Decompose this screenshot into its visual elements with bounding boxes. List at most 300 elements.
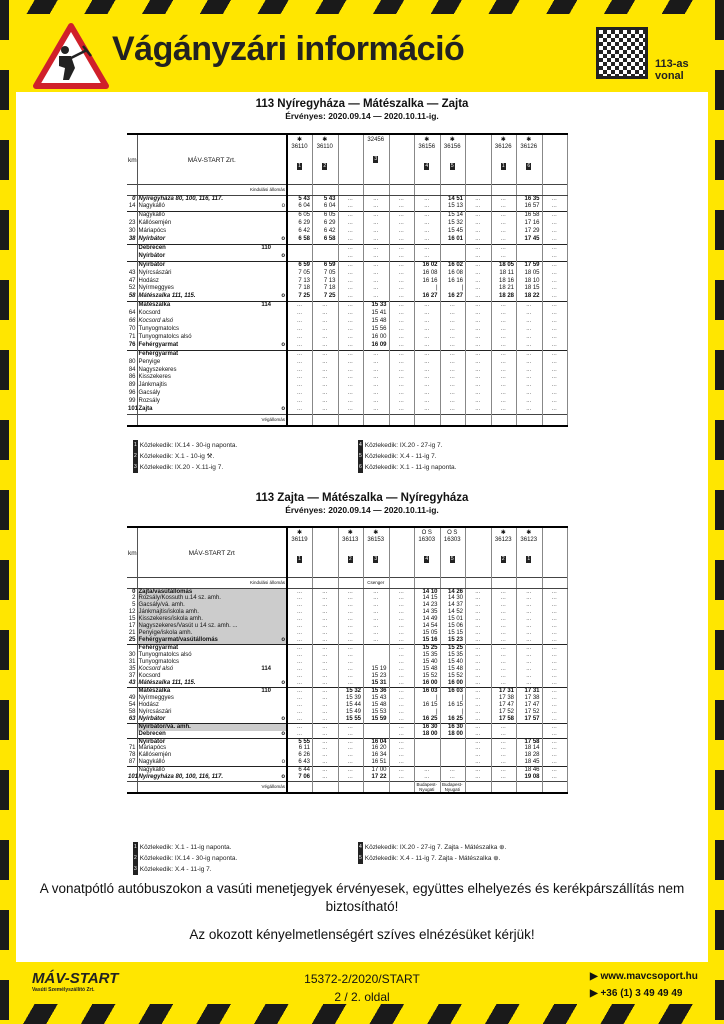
- time-cell: 15 23: [364, 673, 390, 680]
- train-number: 36119: [291, 537, 308, 543]
- station-row: [127, 745, 568, 752]
- time-cell: 15 44: [338, 702, 364, 709]
- time-cell: ...: [491, 302, 517, 310]
- time-cell: ...: [313, 310, 339, 318]
- train-symbol: ✱: [526, 137, 532, 143]
- logo-text: MÁV-START: [32, 970, 119, 987]
- time-cell: ...: [542, 666, 568, 673]
- train-column-header: [491, 527, 517, 577]
- train-column-header: [389, 134, 415, 184]
- time-cell: ...: [364, 244, 390, 252]
- time-cell: ...: [542, 367, 568, 375]
- time-cell: ...: [466, 731, 492, 738]
- phone-number[interactable]: +36 (1) 3 49 49 49: [600, 988, 683, 999]
- time-cell: 14 10: [415, 588, 441, 595]
- time-cell: ...: [389, 261, 415, 269]
- time-cell: ...: [466, 302, 492, 310]
- station-name: [137, 680, 287, 687]
- origin-cell: [287, 577, 313, 588]
- station-name-text: Nyírmeggyes: [138, 285, 174, 292]
- time-cell: ...: [364, 261, 390, 269]
- time-cell: ...: [338, 195, 364, 203]
- station-row: [127, 278, 568, 286]
- time-cell: 6 44: [287, 767, 313, 774]
- time-cell: ...: [415, 406, 441, 414]
- station-name-text: Tunyogmatolcs: [138, 659, 179, 666]
- km-cell: 15: [128, 616, 136, 623]
- time-cell: ...: [338, 666, 364, 673]
- time-cell: 5 55: [287, 738, 313, 745]
- time-cell: ...: [415, 398, 441, 406]
- time-cell: ...: [313, 687, 339, 694]
- time-cell: [440, 745, 466, 752]
- destination-cell: [364, 782, 390, 794]
- time-cell: ...: [287, 659, 313, 666]
- time-cell: 17 38: [517, 695, 543, 702]
- time-cell: 7 25: [287, 293, 313, 301]
- content-panel: [16, 92, 708, 962]
- time-cell: ...: [287, 595, 313, 602]
- end-station-row: [127, 782, 568, 794]
- station-name: [137, 310, 287, 318]
- footnote-marker: 3: [133, 864, 138, 875]
- time-cell: ...: [517, 318, 543, 326]
- stop-circle-icon: o: [281, 406, 285, 413]
- time-cell: 6 42: [287, 228, 313, 236]
- time-cell: ...: [287, 602, 313, 609]
- time-cell: 15 59: [364, 716, 390, 723]
- time-cell: ...: [313, 398, 339, 406]
- time-cell: ...: [466, 195, 492, 203]
- station-name: [137, 350, 287, 358]
- time-cell: 18 00: [440, 731, 466, 738]
- km-cell: 30: [128, 652, 136, 659]
- time-cell: 15 48: [364, 702, 390, 709]
- time-cell: ...: [466, 630, 492, 637]
- station-name-text: Rozsály: [138, 398, 160, 405]
- station-row: [127, 695, 568, 702]
- time-cell: 17 38: [491, 695, 517, 702]
- time-cell: ...: [338, 774, 364, 781]
- time-cell: 17 31: [517, 687, 543, 694]
- station-name: [137, 359, 287, 367]
- time-cell: ...: [491, 774, 517, 781]
- time-cell: 6 04: [287, 203, 313, 211]
- time-cell: ...: [364, 367, 390, 375]
- time-cell: 16 02: [440, 261, 466, 269]
- time-cell: [287, 253, 313, 261]
- station-name: [137, 390, 287, 398]
- time-cell: 6 29: [313, 220, 339, 228]
- train-column-header: [517, 134, 543, 184]
- station-name: [137, 285, 287, 293]
- time-cell: ...: [287, 645, 313, 652]
- time-cell: ...: [313, 609, 339, 616]
- time-cell: ...: [491, 767, 517, 774]
- time-cell: ...: [287, 616, 313, 623]
- time-cell: ...: [338, 261, 364, 269]
- station-row: [127, 293, 568, 301]
- footnote-marker: 4: [358, 842, 363, 853]
- train-column-header: [338, 527, 364, 577]
- time-cell: ...: [466, 588, 492, 595]
- time-cell: ...: [389, 588, 415, 595]
- station-row: [127, 342, 568, 350]
- train-number: 36123: [520, 537, 538, 543]
- arrow-icon: ▶: [590, 988, 601, 999]
- time-cell: 15 31: [364, 680, 390, 687]
- time-cell: ...: [466, 350, 492, 358]
- footnotes-2-left: [133, 842, 237, 876]
- time-cell: ...: [517, 382, 543, 390]
- time-cell: ...: [364, 588, 390, 595]
- time-cell: ...: [466, 666, 492, 673]
- footnote-marker: 4: [425, 163, 429, 169]
- time-cell: ...: [313, 659, 339, 666]
- time-cell: 18 11: [491, 270, 517, 278]
- time-cell: ...: [389, 709, 415, 716]
- time-cell: ...: [389, 659, 415, 666]
- time-cell: ...: [542, 774, 568, 781]
- time-cell: ...: [415, 220, 441, 228]
- station-row: [127, 203, 568, 211]
- time-cell: ...: [364, 293, 390, 301]
- origin-cell: [542, 577, 568, 588]
- time-cell: ...: [313, 745, 339, 752]
- station-name: [137, 774, 287, 781]
- time-cell: ...: [415, 334, 441, 342]
- footnote: [358, 853, 506, 864]
- origin-cell: [491, 577, 517, 588]
- footnote-marker: 4: [425, 556, 429, 562]
- time-cell: ...: [313, 702, 339, 709]
- time-cell: ...: [415, 203, 441, 211]
- km-cell: 37: [128, 672, 136, 679]
- time-cell: ...: [517, 390, 543, 398]
- time-cell: 15 13: [440, 203, 466, 211]
- station-row: [127, 236, 568, 244]
- time-cell: ...: [287, 695, 313, 702]
- time-cell: ...: [542, 270, 568, 278]
- station-name-text: Mátészalka: [138, 302, 171, 309]
- start-station-label: Kindulási állomás: [137, 184, 287, 195]
- time-cell: ...: [491, 659, 517, 666]
- time-cell: ...: [491, 723, 517, 730]
- km-cell: 58: [127, 293, 137, 301]
- end-station-label: Végállomás: [137, 414, 287, 426]
- time-cell: ...: [364, 374, 390, 382]
- km-cell: [127, 253, 137, 261]
- station-name-text: Penyige/iskola amh.: [138, 630, 193, 637]
- time-cell: ...: [287, 334, 313, 342]
- time-cell: 17 29: [517, 228, 543, 236]
- train-number: 36126: [520, 144, 538, 150]
- time-cell: 16 01: [440, 236, 466, 244]
- time-cell: ...: [287, 318, 313, 326]
- time-cell: ...: [287, 731, 313, 738]
- train-column-header: [364, 134, 390, 184]
- time-cell: ...: [338, 212, 364, 220]
- time-cell: ...: [517, 310, 543, 318]
- time-cell: ...: [542, 374, 568, 382]
- time-cell: ...: [389, 738, 415, 745]
- time-cell: 17 00: [364, 767, 390, 774]
- time-cell: ...: [542, 673, 568, 680]
- time-cell: ...: [338, 616, 364, 623]
- time-cell: [440, 253, 466, 261]
- time-cell: 6 26: [287, 752, 313, 759]
- origin-cell: [338, 577, 364, 588]
- station-name-text: Nyíregyháza 80, 100, 116, 117.: [138, 195, 224, 202]
- time-cell: ...: [313, 390, 339, 398]
- time-cell: ...: [287, 374, 313, 382]
- time-cell: ...: [491, 673, 517, 680]
- time-cell: ...: [466, 398, 492, 406]
- time-cell: ...: [287, 687, 313, 694]
- station-name-text: Kállósemjén: [138, 220, 172, 227]
- time-cell: 16 27: [415, 293, 441, 301]
- time-cell: [440, 759, 466, 766]
- km-cell: [127, 244, 137, 252]
- time-cell: ...: [542, 731, 568, 738]
- km-cell: 80: [128, 358, 136, 365]
- time-cell: ...: [338, 359, 364, 367]
- time-cell: ...: [440, 382, 466, 390]
- time-cell: ...: [313, 367, 339, 375]
- train-column-header: [542, 134, 568, 184]
- time-cell: ...: [491, 253, 517, 261]
- station-name-text: Nyírbátor: [138, 738, 166, 745]
- train-symbol: ✱: [500, 530, 506, 536]
- time-cell: [364, 723, 390, 730]
- station-row: [127, 709, 568, 716]
- time-cell: ...: [517, 342, 543, 350]
- station-name-text: Fehérgyarmat/vasútállomás: [138, 637, 218, 644]
- time-cell: ...: [313, 602, 339, 609]
- origin-cell: [440, 184, 466, 195]
- station-name: [137, 702, 287, 709]
- time-cell: ...: [313, 318, 339, 326]
- footnote-text: Közlekedik: IX.14 - 30-ig naponta.: [139, 442, 238, 450]
- time-cell: ...: [389, 278, 415, 286]
- km-cell: 47: [128, 277, 136, 284]
- time-cell: ...: [364, 595, 390, 602]
- origin-cell: [287, 184, 313, 195]
- time-cell: ...: [415, 342, 441, 350]
- time-cell: ...: [542, 609, 568, 616]
- time-cell: ...: [517, 673, 543, 680]
- station-name: [137, 374, 287, 382]
- time-cell: ...: [313, 406, 339, 414]
- time-cell: ...: [542, 716, 568, 723]
- time-cell: ...: [491, 382, 517, 390]
- time-cell: ...: [542, 228, 568, 236]
- station-name-text: Tunyogmatolcs alsó: [138, 333, 192, 340]
- station-name-text: Fehérgyarmat: [138, 350, 179, 357]
- time-cell: ...: [287, 406, 313, 414]
- time-cell: ...: [415, 390, 441, 398]
- km-cell: 63: [128, 715, 136, 722]
- time-cell: ...: [389, 302, 415, 310]
- time-cell: |: [440, 285, 466, 293]
- station-name: [137, 293, 287, 301]
- origin-cell: [517, 184, 543, 195]
- time-cell: ...: [389, 359, 415, 367]
- train-column-header: [440, 527, 466, 577]
- page-number: 2 / 2. oldal: [334, 990, 390, 1004]
- time-cell: 16 16: [415, 278, 441, 286]
- time-cell: ...: [542, 630, 568, 637]
- time-cell: ...: [491, 220, 517, 228]
- time-cell: ...: [389, 350, 415, 358]
- time-cell: 16 15: [440, 702, 466, 709]
- train-symbol: O S: [447, 530, 458, 536]
- connection-table-ref: 110: [261, 244, 271, 251]
- destination-cell: [313, 414, 339, 426]
- km-cell: [127, 212, 137, 220]
- time-cell: ...: [466, 616, 492, 623]
- time-cell: 17 45: [517, 236, 543, 244]
- station-name-text: Hodász: [138, 701, 159, 708]
- km-cell: [127, 184, 137, 195]
- train-column-header: [338, 134, 364, 184]
- time-cell: ...: [466, 318, 492, 326]
- station-name: [137, 623, 287, 630]
- time-cell: |: [415, 695, 441, 702]
- start-station-row: [127, 577, 568, 588]
- time-cell: ...: [542, 285, 568, 293]
- line-number: 113-as: [655, 58, 689, 70]
- time-cell: ...: [364, 406, 390, 414]
- time-cell: ...: [517, 406, 543, 414]
- station-row: [127, 359, 568, 367]
- time-cell: 15 06: [440, 623, 466, 630]
- time-cell: ...: [364, 398, 390, 406]
- station-name: [137, 367, 287, 375]
- time-cell: ...: [364, 616, 390, 623]
- time-cell: ...: [338, 652, 364, 659]
- time-cell: ...: [415, 774, 441, 781]
- time-cell: ...: [491, 623, 517, 630]
- time-cell: 16 08: [440, 270, 466, 278]
- time-cell: 7 06: [287, 774, 313, 781]
- destination-cell: [389, 414, 415, 426]
- time-cell: [364, 652, 390, 659]
- time-cell: ...: [287, 680, 313, 687]
- time-cell: ...: [491, 244, 517, 252]
- station-name: [137, 326, 287, 334]
- time-cell: ...: [491, 680, 517, 687]
- footnote: [133, 440, 237, 451]
- time-cell: ...: [389, 759, 415, 766]
- time-cell: [517, 723, 543, 730]
- station-name: [137, 212, 287, 220]
- train-number: 36153: [367, 537, 385, 543]
- stop-circle-icon: o: [281, 293, 285, 300]
- time-cell: [415, 745, 441, 752]
- footnote-marker: 1: [527, 556, 531, 562]
- time-cell: ...: [491, 637, 517, 644]
- km-cell: 12: [128, 609, 136, 616]
- station-row: [127, 195, 568, 203]
- footnote-text: Közlekedik: X.1 - 11-ig naponta.: [139, 844, 232, 852]
- km-cell: [127, 350, 137, 358]
- time-cell: 19 08: [517, 774, 543, 781]
- train-number: 16303: [418, 537, 436, 543]
- time-cell: 16 00: [440, 680, 466, 687]
- time-cell: ...: [517, 302, 543, 310]
- time-cell: ...: [364, 350, 390, 358]
- time-cell: ...: [491, 666, 517, 673]
- km-cell: 0: [127, 588, 137, 595]
- train-column-header: [440, 134, 466, 184]
- time-cell: ...: [364, 228, 390, 236]
- time-cell: ...: [517, 666, 543, 673]
- destination-cell: [287, 782, 313, 794]
- station-row: [127, 702, 568, 709]
- station-name-text: Tunyogmatolcs: [138, 326, 179, 332]
- time-cell: 18 05: [491, 261, 517, 269]
- destination-cell: [491, 782, 517, 794]
- time-cell: ...: [466, 623, 492, 630]
- time-cell: 6 11: [287, 745, 313, 752]
- time-cell: |: [415, 285, 441, 293]
- time-cell: ...: [389, 203, 415, 211]
- station-row: [127, 630, 568, 637]
- km-cell: 101: [128, 774, 139, 781]
- station-name: [137, 398, 287, 406]
- station-row: [127, 738, 568, 745]
- km-cell: 64: [128, 310, 136, 317]
- time-cell: ...: [389, 270, 415, 278]
- time-cell: ...: [466, 767, 492, 774]
- footnote: [133, 842, 237, 853]
- time-cell: ...: [542, 244, 568, 252]
- time-cell: ...: [287, 398, 313, 406]
- km-cell: 54: [128, 701, 136, 708]
- station-name-text: Mátészalka: [138, 687, 171, 694]
- time-cell: ...: [338, 752, 364, 759]
- qr-code[interactable]: [596, 27, 648, 79]
- station-row: [127, 673, 568, 680]
- time-cell: ...: [338, 310, 364, 318]
- train-number: 36156: [418, 144, 436, 150]
- line-label: [655, 58, 689, 82]
- time-cell: ...: [466, 602, 492, 609]
- time-cell: ...: [338, 228, 364, 236]
- time-cell: ...: [517, 609, 543, 616]
- time-cell: ...: [364, 270, 390, 278]
- time-cell: ...: [287, 359, 313, 367]
- time-cell: ...: [466, 595, 492, 602]
- station-name-text: Nagykálló: [138, 203, 165, 210]
- time-cell: ...: [542, 398, 568, 406]
- footnote: [133, 451, 237, 462]
- website-link[interactable]: www.mavcsoport.hu: [600, 971, 698, 982]
- footnote-text: Közlekedik: IX.20 - 27-ig 7. Zajta - Mátészalka ⊕.: [364, 844, 507, 852]
- station-name-text: Kállósemjén: [138, 752, 172, 759]
- time-cell: ...: [415, 212, 441, 220]
- time-cell: 17 52: [491, 709, 517, 716]
- time-cell: ...: [338, 659, 364, 666]
- time-cell: 15 49: [338, 709, 364, 716]
- km-cell: 52: [128, 285, 136, 292]
- time-cell: ...: [389, 745, 415, 752]
- time-cell: ...: [466, 774, 492, 781]
- time-cell: ...: [287, 350, 313, 358]
- time-cell: ...: [287, 382, 313, 390]
- km-cell: [127, 782, 137, 794]
